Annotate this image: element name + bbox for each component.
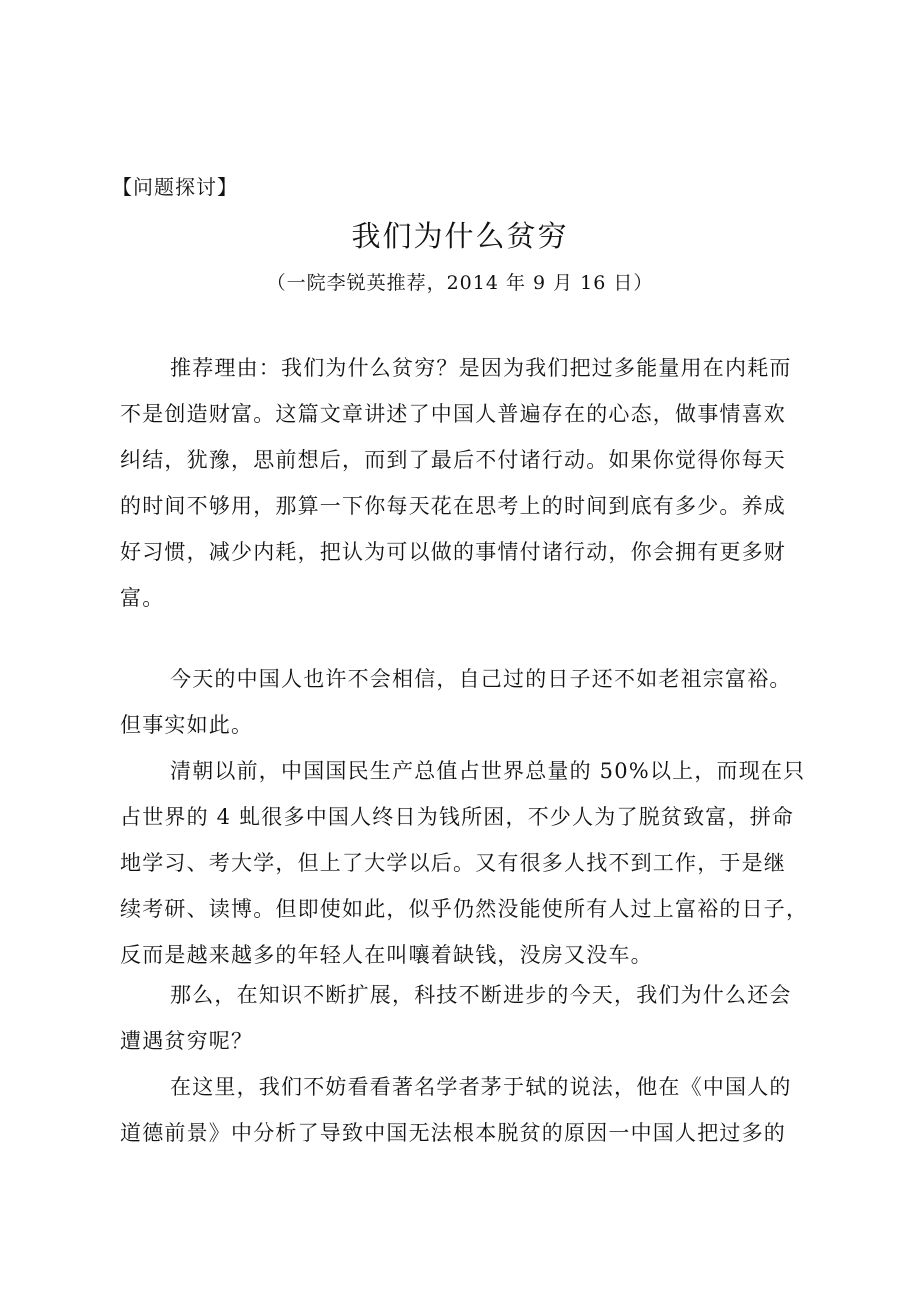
text-line: 地学习、考大学，但上了大学以后。又有很多人找不到工作，于是继 <box>120 851 786 875</box>
text-line: 遭遇贫穷呢？ <box>120 1029 254 1053</box>
section-tag: 【问题探讨】 <box>112 175 238 199</box>
text-line: 推荐理由：我们为什么贫穷？是因为我们把过多能量用在内耗而 <box>170 356 792 380</box>
text-line: 纠结，犹豫，思前想后，而到了最后不付诸行动。如果你觉得你每天 <box>120 448 786 472</box>
text-line: 富。 <box>120 586 165 610</box>
text-line: 好习惯，减少内耗，把认为可以做的事情付诸行动，你会拥有更多财 <box>120 540 786 564</box>
text-line: 那么，在知识不断扩展，科技不断进步的今天，我们为什么还会 <box>170 983 792 1007</box>
body-paragraph <box>120 748 820 978</box>
text-line: 但事实如此。 <box>120 713 254 737</box>
text-line: 占世界的 4 虬很多中国人终日为钱所困，不少人为了脱贫致富，拼命 <box>120 805 795 829</box>
body-paragraph <box>120 1064 820 1156</box>
text-line: 续考研、读博。但即使如此，似乎仍然没能使所有人过上富裕的日子， <box>120 897 809 921</box>
text-line: 的时间不够用，那算一下你每天花在思考上的时间到底有多少。养成 <box>120 494 786 518</box>
recommendation-paragraph <box>120 345 820 621</box>
text-line: 今天的中国人也许不会相信，自己过的日子还不如老祖宗富裕。 <box>170 667 792 691</box>
text-line: 反而是越来越多的年轻人在叫嚷着缺钱，没房又没车。 <box>120 943 653 967</box>
text-line: 清朝以前，中国国民生产总值占世界总量的 50%以上，而现在只 <box>170 759 806 783</box>
text-line: 在这里，我们不妨看看著名学者茅于轼的说法，他在《中国人的 <box>170 1075 792 1099</box>
article-title: 我们为什么贫穷 <box>351 219 569 253</box>
text-line: 道德前景》中分析了导致中国无法根本脱贫的原因一中国人把过多的 <box>120 1121 786 1145</box>
article-subtitle: （一院李锐英推荐，2014 年 9 月 16 日） <box>266 272 654 294</box>
text-line: 不是创造财富。这篇文章讲述了中国人普遍存在的心态，做事情喜欢 <box>120 402 786 426</box>
body-paragraph <box>120 972 820 1064</box>
body-paragraph <box>120 656 820 748</box>
